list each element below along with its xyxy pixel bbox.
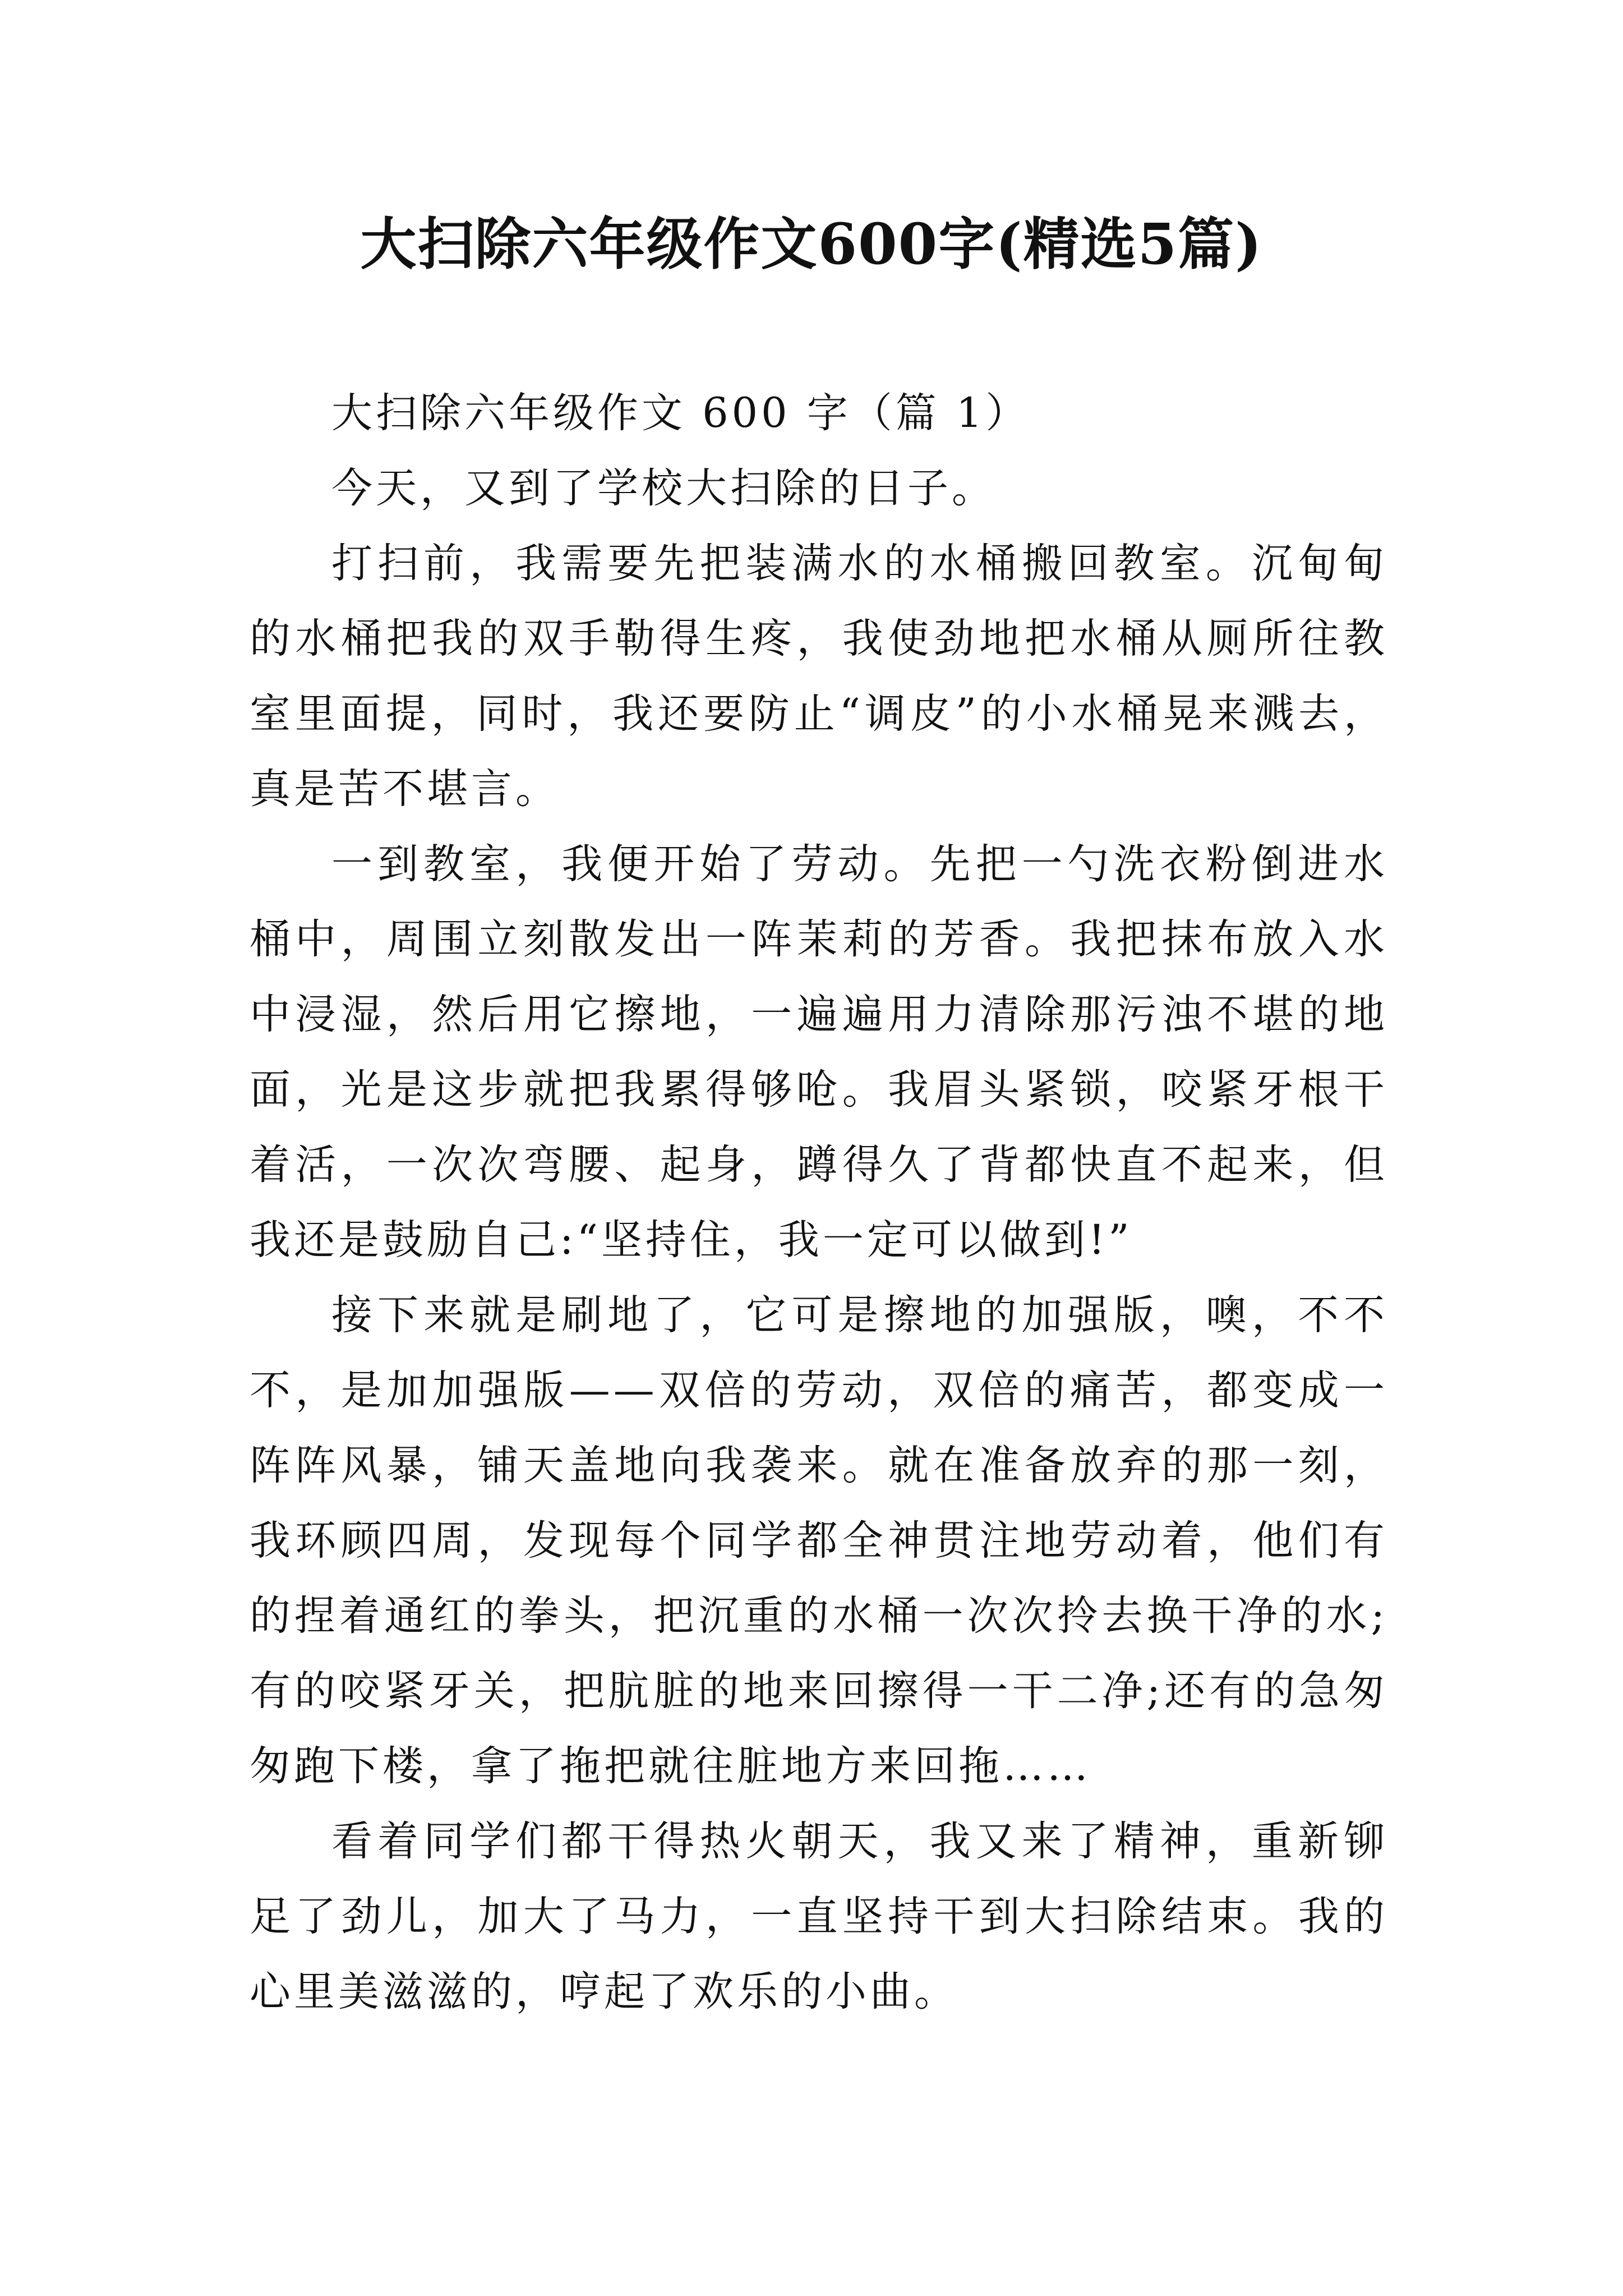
paragraph-4: 接下来就是刷地了，它可是擦地的加强版，噢，不不不，是加加强版——双倍的劳动，双倍的痛苦，都变成一阵阵风暴，铺天盖地向我袭来。就在准备放弃的那一刻，我环顾四周，发现每个同学都全神贯注地劳动着，他们有的捏着通红的拳头，把沉重的水桶一次次拎去换干净的水;有的咬紧牙关，把肮脏的地来回擦得一干二净;还有的急匆匆跑下楼，拿了拖把就往脏地方来回拖…… bbox=[250, 1291, 1388, 1790]
section-heading: 大扫除六年级作文 600 字（篇 1） bbox=[331, 389, 1030, 437]
paragraph-3: 一到教室，我便开始了劳动。先把一勺洗衣粉倒进水桶中，周围立刻散发出一阵茉莉的芳香。我把抹布放入水中浸湿，然后用它擦地，一遍遍用力清除那污浊不堪的地面，光是这步就把我累得够呛。我眉头紧锁，咬紧牙根干着活，一次次弯腰、起身，蹲得久了背都快直不起来，但我还是鼓励自己:“坚持住，我一定可以做到!” bbox=[250, 840, 1388, 1264]
paragraph-1: 今天，又到了学校大扫除的日子。 bbox=[331, 464, 996, 512]
document-body bbox=[250, 376, 1388, 2030]
paragraph-5: 看着同学们都干得热火朝天，我又来了精神，重新铆足了劲儿，加大了马力，一直坚持干到大扫除结束。我的心里美滋滋的，哼起了欢乐的小曲。 bbox=[250, 1818, 1388, 2016]
paragraph-2: 打扫前，我需要先把装满水的水桶搬回教室。沉甸甸的水桶把我的双手勒得生疼，我使劲地把水桶从厕所往教室里面提，同时，我还要防止“调皮”的小水桶晃来溅去，真是苦不堪言。 bbox=[250, 540, 1388, 813]
document-title: 大扫除六年级作文600字(精选5篇) bbox=[360, 211, 1263, 277]
